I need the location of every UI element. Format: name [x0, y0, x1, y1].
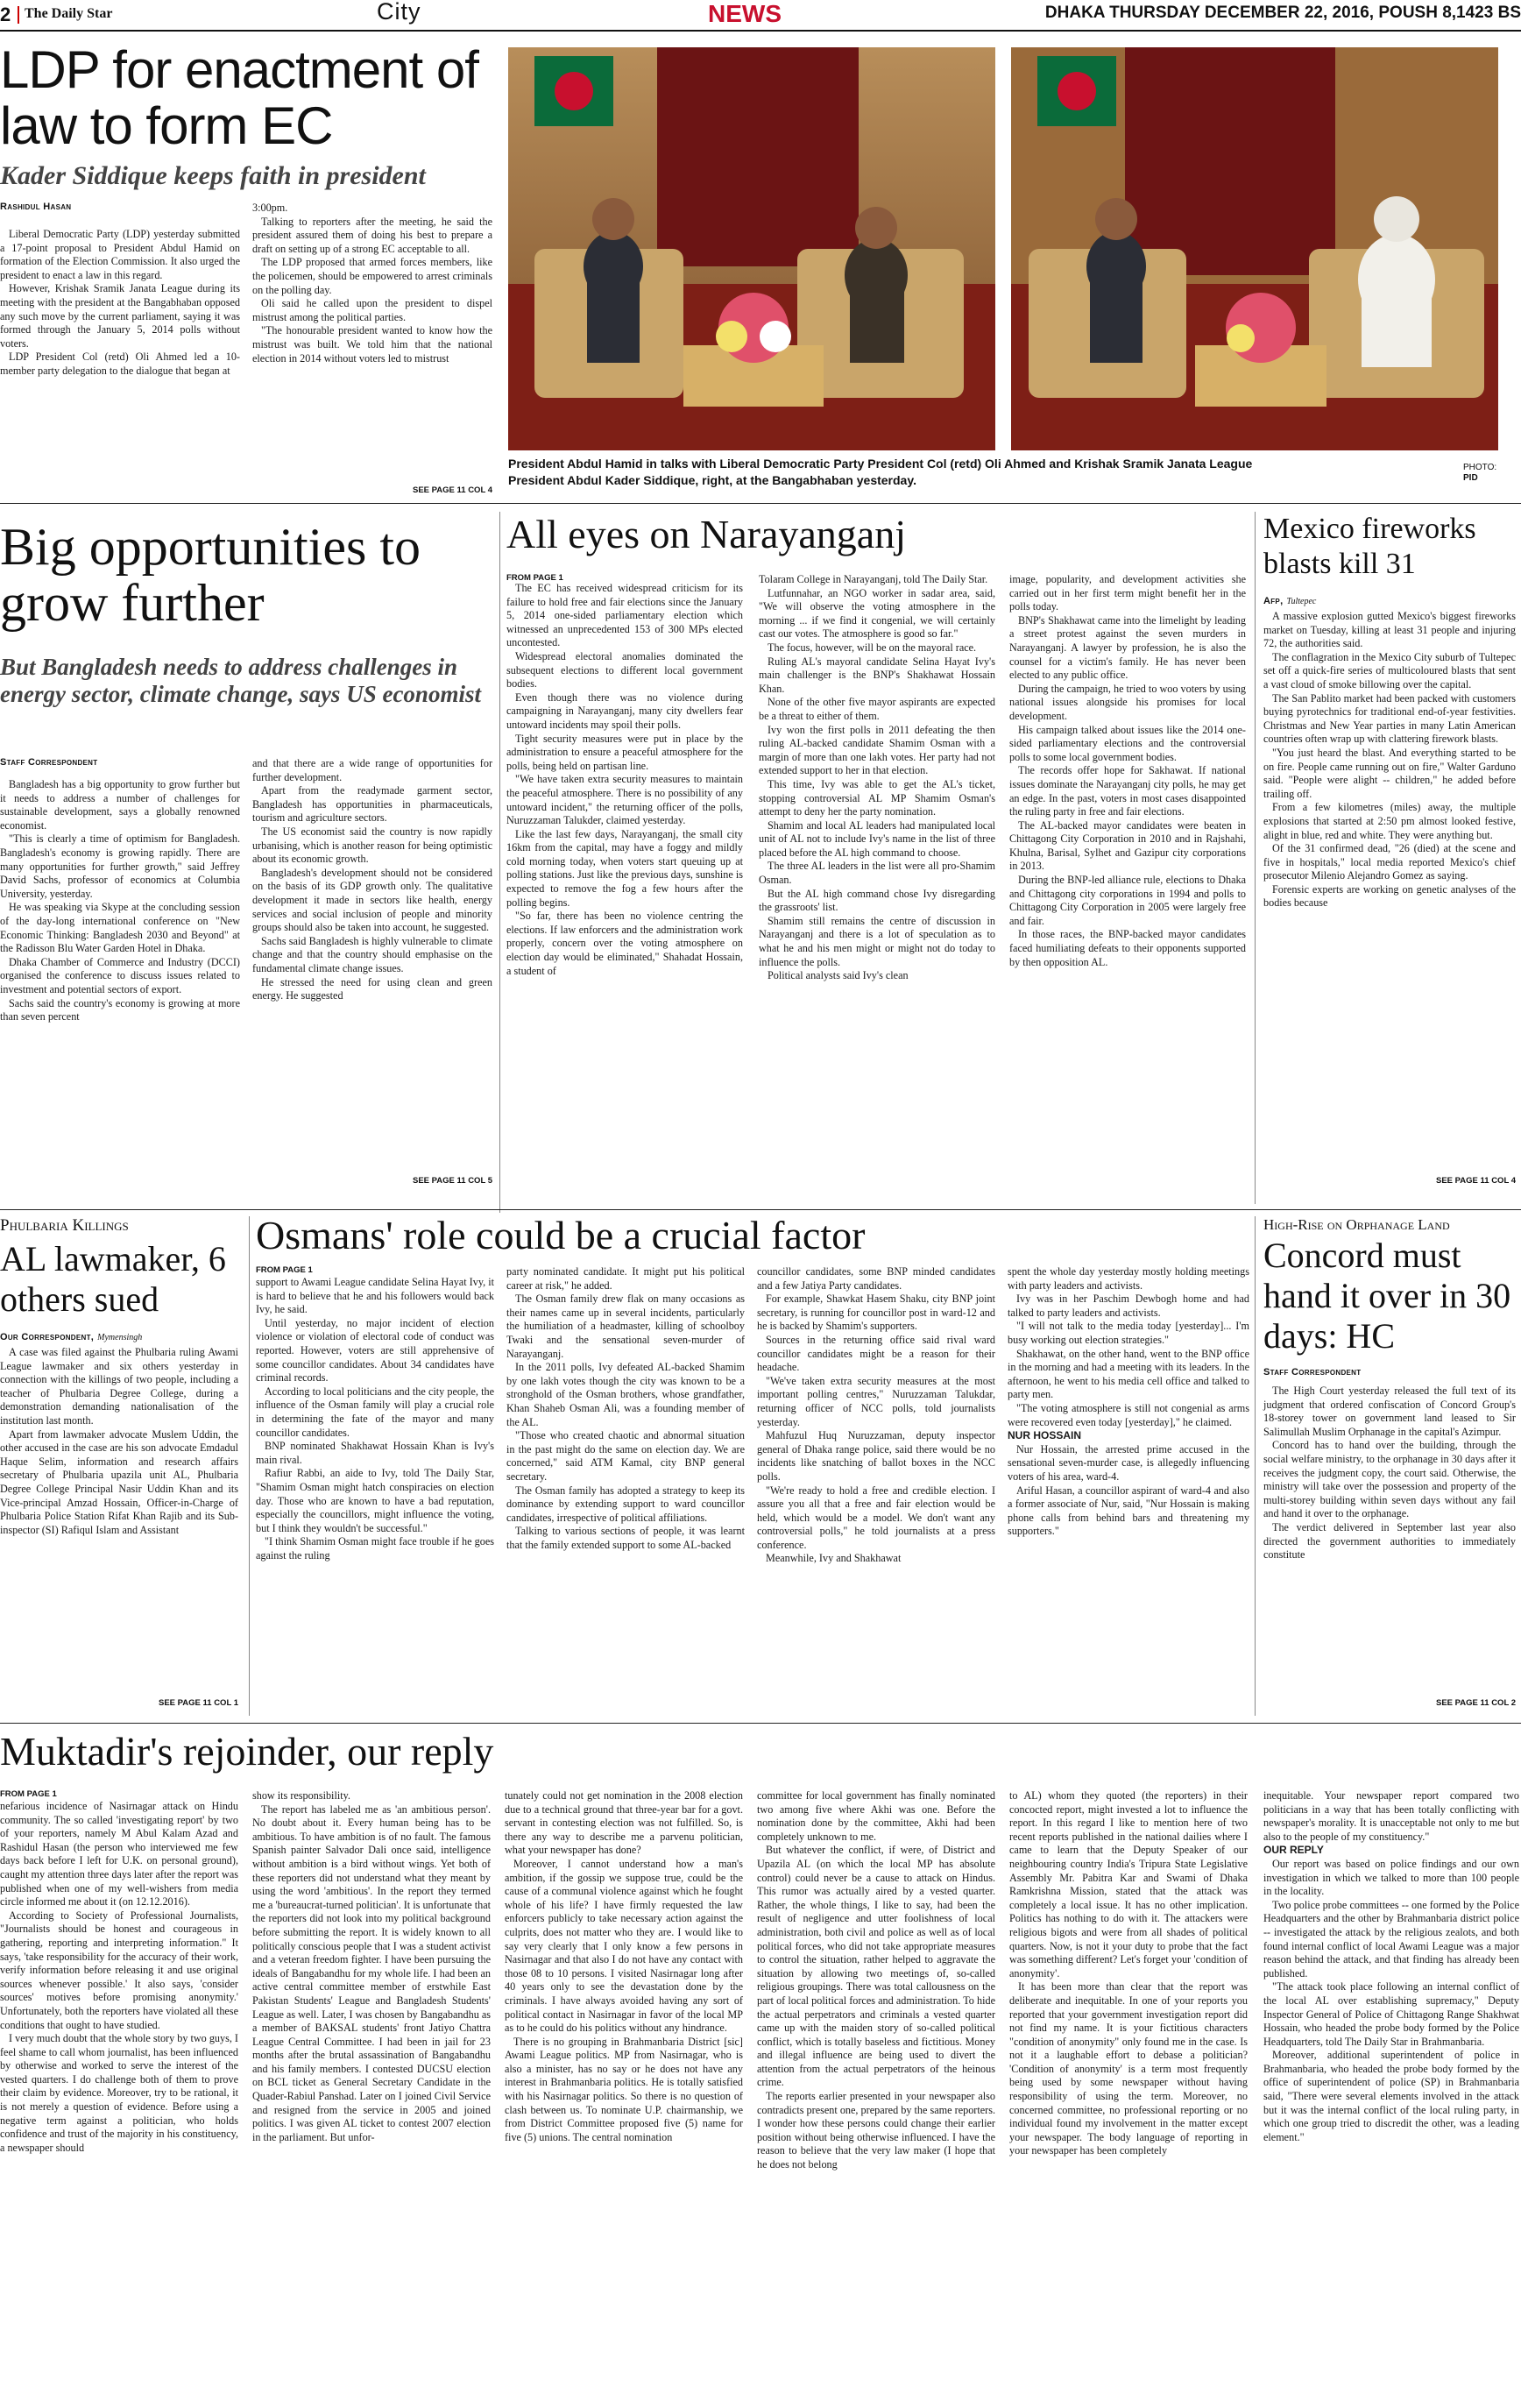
- jump-phulbaria: SEE PAGE 11 COL 1: [159, 1698, 238, 1708]
- photo-credit-name: PID: [1463, 473, 1478, 483]
- byline-dateline: Tultepec: [1286, 597, 1317, 606]
- paragraph: Of the 31 confirmed dead, "26 (died) at the scene and five in hospitals," local media reported Mexico's chief prosecutor Milenio Alejandro Gomez as saying.: [1263, 842, 1516, 882]
- concord-body: [1263, 1385, 1516, 1562]
- paragraph: 3:00pm.: [252, 202, 288, 214]
- paragraph: In those races, the BNP-backed mayor candidates faced humiliating defeats to their opponents supported by then opposition AL.: [1009, 928, 1246, 968]
- narayanganj-col2: [759, 573, 995, 983]
- paragraph: Concord has to hand over the building, through the social welfare ministry, to the orphanage in 30 days after it receives the judgment copy, the court said. Otherwise, the ministry will take over the possession and property of the multi-storey building within seven days without any fail and hand it over to the orphanage.: [1263, 1439, 1516, 1520]
- story-concord: [1263, 1216, 1521, 1716]
- paragraph: During the campaign, he tried to woo voters by using national issues alongside his promises for local development.: [1009, 682, 1246, 722]
- muktadir-col3: [505, 1789, 743, 2144]
- big-col2: [252, 757, 492, 1003]
- caption-line-2: President Abdul Kader Siddique, right, at the Bangabhaban yesterday.: [508, 473, 916, 487]
- paragraph: Sachs said Bangladesh is highly vulnerable to climate change and that the country should emphasise on the fundamental climate change issues.: [252, 934, 492, 974]
- paragraph: Moreover, additional superintendent of police in Brahmanbaria, who headed the probe body formed by the office of superintendent of police (SP) in Brahmanbaria said, "There were several elements involved in the attack but it was the internal conflict of the local ruling party, in which one group tried to discredit the other, was a leading element.": [1263, 2049, 1519, 2143]
- paragraph: Tight security measures were put in place by the administration to ensure a peaceful atmosphere for the polls, being held on partisan line.: [506, 732, 743, 772]
- paragraph: party nominated candidate. It might put his political career at risk," he added.: [506, 1265, 745, 1292]
- ldp-col2: [252, 202, 492, 365]
- paragraph: The LDP proposed that armed forces members, like the policemen, should be empowered to arrest criminals on the polling day.: [252, 256, 492, 296]
- photo-caption: [508, 456, 1437, 489]
- paragraph: The High Court yesterday released the full text of its judgment that ordered confiscation of Concord Group's 18-storey tower on government land leased to Sir Salimullah Muslim Orphanage in the capital's Azimpur.: [1263, 1385, 1516, 1438]
- paragraph: Mahfuzul Huq Nuruzzaman, deputy inspector general of Dhaka range police, said there would be no incidents like snatching of ballot boxes in the NCC polls.: [757, 1429, 995, 1483]
- paragraph: None of the other five mayor aspirants are expected be a threat to either of them.: [759, 696, 995, 722]
- paragraph: But whatever the conflict, if were, of District and Upazila AL (on which the local MP has absolute control) could never be a cause to attack on Hindus. This rumor was actually aired by a vested quarter. Rather, the whole things, I like to say, had been the result of negligence and utter foolishness of local administration, both civil and police as well as of local political forces, who did not take appropriate measures to control the situation, rather helped to aggravate the situation by allowing two meetings of, so-called religious groupings. There was total callousness on the part of local political forces and administration. To hide the actual perpetrators and criminals a vested quarter came up with the maiden story of so-called political conflict, which is totally baseless and fictitious. Money and illegal influence are being used to divert the attention from the actual perpetrators of the heinous crime.: [757, 1844, 995, 2089]
- paragraph: For example, Shawkat Hasem Shaku, city BNP joint secretary, is running for councillor post in ward-12 and he is backed by Shamim's supporters.: [757, 1293, 995, 1333]
- muktadir-col1: [0, 1800, 238, 2155]
- byline-phulbaria: [0, 1328, 142, 1344]
- paragraph: "I will not talk to the media today [yesterday]... I'm busy working out election strategies.": [1008, 1320, 1249, 1346]
- narayanganj-col1: [506, 582, 743, 978]
- big-col1: [0, 778, 240, 1024]
- paragraph: Sachs said the country's economy is growing at more than seven percent: [0, 996, 240, 1023]
- kicker-concord: High-Rise on Orphanage Land: [1263, 1216, 1450, 1233]
- paragraph: support to Awami League candidate Selina Hayat Ivy, it is hard to believe that he and his followers would back Ivy, he said.: [256, 1276, 494, 1316]
- muktadir-col6: [1263, 1789, 1519, 2144]
- paragraph: "We've taken extra security measures at the most important polling centres," Nuruzzaman Talukdar, returning officer of NCC polls, told journalists yesterday.: [757, 1374, 995, 1428]
- subhead-big: But Bangladesh needs to address challenges in energy sector, climate change, says US economist: [0, 654, 481, 707]
- paragraph: Our report was based on police findings and our own investigation in which we talked to more than 100 people in the locality.: [1263, 1857, 1519, 1898]
- col-divider: [249, 1216, 250, 1716]
- paper-name: The Daily Star: [25, 6, 113, 21]
- masthead-divider: [18, 6, 19, 24]
- col-divider: [499, 512, 500, 1213]
- headline-mexico: Mexico fireworks blasts kill 31: [1263, 513, 1476, 580]
- story-narayanganj: [506, 512, 1249, 1204]
- muktadir-col2: [252, 1789, 491, 2144]
- page-number: 2: [0, 4, 11, 25]
- jump-concord: SEE PAGE 11 COL 2: [1436, 1698, 1516, 1708]
- paragraph: Tolaram College in Narayanganj, told The Daily Star.: [759, 573, 988, 585]
- paragraph: inequitable. Your newspaper report compared two politicians in a way that has been totally conflicting with newspaper's morality. It is unacceptable not only to me but also to the people of my constituency.": [1263, 1789, 1519, 1843]
- row1-rule: [0, 503, 1521, 504]
- paragraph: Shamim and local AL leaders had manipulated local unit of AL not to include Ivy's name in the list of three placed before the AL high command to choose.: [759, 818, 995, 859]
- byline-dateline: Mymensingh: [97, 1333, 143, 1342]
- paragraph: Apart from lawmaker advocate Muslem Uddin, the other accused in the case are his son advocate Emdadul Haque Selim, information and research affairs secretary of Phulbaria upazila unit AL, Phulbaria Degree College Principal Nasir Uddin Khan and its Vice-principal Amzad Hossain, Officer-in-Charge of Phulbaria Police Station Rifat Khan Rajib and its Sub-inspector (SI) Rafiqul Islam and Assistant: [0, 1427, 238, 1536]
- paragraph: His campaign talked about issues like the 2014 one-sided parliamentary elections and the controversial polls to some local government bodies.: [1009, 723, 1246, 763]
- paragraph: Rafiur Rabbi, an aide to Ivy, told The Daily Star, "Shamim Osman might hatch conspiracies on election day. Those who are known to have a bad reputation, especially the councillors, might influence the voting, but I think they wouldn't be successful.": [256, 1467, 494, 1534]
- paragraph: The US economist said the country is now rapidly urbanising, which is another reason for being optimistic about its economic growth.: [252, 825, 492, 866]
- story-osmans: [256, 1213, 1255, 1721]
- paragraph: Lutfunnahar, an NGO worker in sadar area, said, "We will observe the voting atmosphere in the morning ... if we find it congenial, we will certainly cast our votes. The atmosphere is good so far.": [759, 586, 995, 641]
- paragraph: The focus, however, will be on the mayoral race.: [768, 641, 977, 654]
- osmans-col3: [757, 1265, 995, 1566]
- phulbaria-body: [0, 1346, 238, 1537]
- paragraph: "The attack took place following an internal conflict of the local AL over establishing supremacy," Deputy Inspector General of Police of Chittagong Range Shakhwat Hossain, who headed the probe body formed by the Police Headquarters, told The Daily Star in Brahmanbaria.: [1263, 1980, 1519, 2048]
- paragraph: Even though there was no violence during campaigning in Narayanganj, many city dwellers fear untoward incidents may spoil their polls.: [506, 691, 743, 731]
- paragraph: The Osman family has adopted a strategy to keep its dominance by extending support to ward councillor candidates, irrespective of political affiliations.: [506, 1484, 745, 1524]
- paragraph: The conflagration in the Mexico City suburb of Tultepec set off a quick-fire series of multicoloured blasts that sent a vast cloud of smoke billowing over the capital.: [1263, 650, 1516, 691]
- paragraph: Ivy was in her Paschim Dewbogh home and had talked to party leaders and activists.: [1008, 1293, 1249, 1319]
- paragraph: Shamim still remains the centre of discussion in Narayanganj and there is a lot of speculation as to what he and his men might or might not do today to influence the polls.: [759, 914, 995, 968]
- mexico-body: [1263, 610, 1516, 910]
- paragraph: This time, Ivy was able to get the AL's ticket, stopping controversial AL MP Shamim Osman's attempt to deny her the party nomination.: [759, 777, 995, 818]
- paragraph: BNP's Shakhawat came into the limelight by leading a street protest against the seven murders in Narayanganj. A lawyer by profession, he is also the counsel for a victim's family. He has never been elected to any public office.: [1009, 613, 1246, 682]
- byline-big: Staff Correspondent: [0, 757, 98, 768]
- byline-agency: Afp,: [1263, 596, 1284, 606]
- paragraph: There is no grouping in Brahmanbaria District [sic] Awami League politics. MP from Nasirnagar, who is also a minister, has no say or he does not have any interest in Brahmanbaria politics. He is totally satisfied with his Nasirnagar politics. So there is no question of clash between us. To nominate U.P. chairmanship, we from District Committee proposed five (5) name for five (5) unions. The central nomination: [505, 2035, 743, 2143]
- paragraph: I very much doubt that the whole story by two guys, I feel shame to call whom journalist, has been influenced by otherwise and worked to serve the interest of the vested quarters. I do challenge both of them to prove their claim by evidence. Moreover, try to be rational, it is not merely a question of evidence. Before using a negative term against a politician, who holds confidence and trust of the majority in his constituency, a newspaper should: [0, 2032, 238, 2154]
- section-name: City: [377, 0, 421, 25]
- paragraph: image, popularity, and development activities she carried out in her first term might benefit her in the polls today.: [1009, 573, 1246, 613]
- headline-phulbaria: AL lawmaker, 6 others sued: [0, 1239, 226, 1319]
- paragraph: However, Krishak Sramik Janata League during its meeting with the president at the Bangabhaban opposed any such move by the current parliament, saying it was formed through the January 5, 2014 polls without voters.: [0, 282, 240, 350]
- paragraph: In the 2011 polls, Ivy defeated AL-backed Shamim by one lakh votes though the city was known to be a stronghold of the Osman brothers, whose grandfather, Khan Shaheb Osman Ali, was a founding member of the AL.: [506, 1361, 745, 1428]
- paragraph: Forensic experts are working on genetic analyses of the bodies because: [1263, 882, 1516, 910]
- paragraph: Oli said he called upon the president to dispel mistrust among the political parties.: [252, 297, 492, 323]
- headline-ldp: LDP for enactment of law to form EC: [0, 40, 478, 155]
- paragraph: BNP nominated Shakhawat Hossain Khan is Ivy's main rival.: [256, 1440, 494, 1466]
- subhead-ldp: Kader Siddique keeps faith in president: [0, 161, 426, 190]
- paragraph: "The voting atmosphere is still not congenial as arms were recovered even today [yesterday]," he claimed.: [1008, 1401, 1249, 1428]
- paragraph: "You just heard the blast. And everything started to be on fire. People came running out on fire," Walter Garduno said. "People were alight -- children," he added before trailing off.: [1263, 746, 1516, 800]
- paragraph: Talking to various sections of people, it was learnt that the family extended support to some AL-backed: [506, 1525, 745, 1551]
- paragraph: Two police probe committees -- one formed by the Police Headquarters and the other by Brahmanbaria district police -- investigated the attack by the religious zealots, and both found internal conflict of local Awami League was a major reason behind the attack, and that finding has already been published.: [1263, 1898, 1519, 1980]
- paragraph: Ariful Hasan, a councillor aspirant of ward-4 and also a former associate of Nur, said, "Nur Hossain is making phone calls from behind bars and threatening my supporters.": [1008, 1484, 1249, 1538]
- paragraph: Ruling AL's mayoral candidate Selina Hayat Ivy's main challenger is the BNP's Shakhawat Hossain Khan.: [759, 655, 995, 695]
- story-muktadir: [0, 1728, 1521, 2408]
- story-big: [0, 512, 491, 1186]
- paragraph: Ivy won the first polls in 2011 defeating the then ruling AL-backed candidate Shamim Osman with a margin of more than one lakh votes. Her party had not extended support to her in that election.: [759, 723, 995, 777]
- paragraph: The Osman family drew flak on many occasions as their names came up in several incidents, particularly the humiliation of a headmaster, killing of schoolboy Twaki and the sensational seven-murder of Narayanganj.: [506, 1293, 745, 1360]
- paragraph: Nur Hossain, the arrested prime accused in the sensational seven-murder case, is allegedly influencing voters of his area, ward-4.: [1008, 1442, 1249, 1483]
- masthead-rule: [0, 30, 1521, 32]
- jump-big: SEE PAGE 11 COL 5: [413, 1176, 492, 1186]
- dateline: DHAKA THURSDAY DECEMBER 22, 2016, POUSH 8,1423 BS: [1044, 4, 1521, 22]
- paragraph: Dhaka Chamber of Commerce and Industry (DCCI) organised the conference to discuss issues related to investment and potential sectors of export.: [0, 955, 240, 995]
- paragraph: The verdict delivered in September last year also directed the government authorities to immediately constitute: [1263, 1520, 1516, 1562]
- paragraph: The three AL leaders in the list were all pro-Shamim Osman.: [759, 860, 995, 887]
- paragraph: "We're ready to hold a free and credible election. I assure you all that a free and fair election would be held, which would be a model. We don't want any controversial polls," he told journalists at a press conference.: [757, 1484, 995, 1551]
- headline-concord: Concord must hand it over in 30 days: HC: [1263, 1236, 1511, 1356]
- paragraph: Shakhawat, on the other hand, went to the BNP office in the morning and had a meeting with its leaders. In the afternoon, he went to his media cell office and talked to party men.: [1008, 1347, 1249, 1401]
- paragraph: Widespread electoral anomalies dominated the subsequent elections to different local government bodies.: [506, 649, 743, 691]
- byline-ldp: Rashidul Hasan: [0, 202, 72, 212]
- paragraph: But the AL high command chose Ivy disregarding the grassroots' list.: [759, 887, 995, 914]
- paragraph: Moreover, I cannot understand how a man's ambition, if the gossip we suppose true, could be the cause of a communal violence against which he fought whole of his life? I have firmly requested the law enforcers publicly to take necessary action against the culprits, does not matter who they are. I would like to say very clearly that I only know a few persons in Nasirnagar and that also I do not have any contact with those 08 to 10 persons. I visited Nasirnagar long after 40 years only to see the devastation done by the criminals. I have always avoided having any sort of political contact in Nasirnagar in favor of the local MP as to he could do his politics without any hindrance.: [505, 1857, 743, 2035]
- paragraph: committee for local government has finally nominated two among five where Akhi was one. Before the nomination done by the committee, Akhi had been completely unknown to me.: [757, 1789, 995, 1843]
- paragraph: show its responsibility.: [252, 1789, 350, 1802]
- subhead-nur-hossain: NUR HOSSAIN: [1008, 1429, 1082, 1442]
- osmans-col4: [1008, 1265, 1249, 1539]
- jump-ldp: SEE PAGE 11 COL 4: [413, 485, 492, 495]
- osmans-col1: [256, 1276, 494, 1562]
- byline-concord: Staff Correspondent: [1263, 1367, 1362, 1378]
- byline-mexico: [1263, 592, 1316, 608]
- paragraph: During the BNP-led alliance rule, elections to Dhaka and Chittagong city corporations in 1994 and polls to Chittagong City Corporation in 2005 were largely free and fair.: [1009, 874, 1246, 927]
- paragraph: The reports earlier presented in your newspaper also contradicts present one, prepared by the same reporters. I wonder how these persons could change their earlier position without being otherwise influenced. I have the reason to believe that the very law maker (I hope that he does not belong: [757, 2090, 995, 2171]
- narayanganj-col3: [1009, 573, 1246, 969]
- kicker-phulbaria: Phulbaria Killings: [0, 1216, 129, 1235]
- paragraph: Sources in the returning office said rival ward councillor candidates might be a reason for their headache.: [757, 1333, 995, 1374]
- from-page-osmans: FROM PAGE 1: [256, 1265, 313, 1275]
- osmans-col2: [506, 1265, 745, 1552]
- paragraph: Meanwhile, Ivy and Shakhawat: [766, 1552, 902, 1565]
- paragraph: From a few kilometres (miles) away, the multiple explosions that started at 2:50 pm almost looked festive, alight in blue, red and white. They were anything but.: [1263, 801, 1516, 841]
- paragraph: "So far, there has been no violence centring the elections. If law enforcers and the administration work properly, concern over the voting atmosphere on election day would be eliminated," Shahadat Hossain, a student of: [506, 910, 743, 977]
- byline-reporter: Our Correspondent,: [0, 1332, 95, 1342]
- muktadir-col4: [757, 1789, 995, 2172]
- paragraph: "I think Shamim Osman might face trouble if he goes against the ruling: [256, 1535, 494, 1562]
- paragraph: "This is clearly a time of optimism for Bangladesh. Bangladesh's economy is growing rapidly. There are many opportunities for further growth," said Jeffrey David Sachs, professor of economics at Columbia University, yesterday.: [0, 832, 240, 900]
- paragraph: "We have taken extra security measures to maintain the peaceful atmosphere. There is no possibility of any untoward incident," the returning officer of the polls, Nuruzzaman Talukder, claimed yesterday.: [506, 773, 743, 827]
- caption-line-1: President Abdul Hamid in talks with Liberal Democratic Party President Col (retd) Oli Ahmed and Krishak Sramik Janata League: [508, 457, 1253, 471]
- muktadir-col5: [1009, 1789, 1248, 2158]
- photo-credit: [1463, 463, 1496, 484]
- paragraph: The San Pablito market had been packed with customers buying pyrotechnics for traditional end-of-year festivities. Christmas and New Year parties in many Latin American countries often wrap up with clattering firework blasts.: [1263, 691, 1516, 746]
- paragraph: spent the whole day yesterday mostly holding meetings with party leaders and activists.: [1008, 1265, 1249, 1292]
- photo-president-kader: [1011, 47, 1498, 450]
- paragraph: Like the last few days, Narayanganj, the small city 16km from the capital, may have a foggy and mildly cold morning today, when voters start queuing up at polling stations. Just like the previous days, sunshine is expected to remove the fog a few hours after the polling begins.: [506, 827, 743, 909]
- from-page-narayanganj: FROM PAGE 1: [506, 573, 563, 583]
- ldp-col1: [0, 228, 240, 379]
- from-page-muktadir: FROM PAGE 1: [0, 1789, 57, 1799]
- paragraph: He stressed the need for using clean and green energy. He suggested: [252, 975, 492, 1002]
- jump-mexico: SEE PAGE 11 COL 4: [1436, 1176, 1516, 1186]
- headline-narayanganj: All eyes on Narayanganj: [506, 512, 907, 556]
- row3-rule: [0, 1723, 1521, 1724]
- paragraph: A case was filed against the Phulbaria ruling Awami League lawmaker and six others yesterday in connection with the killings of two people, including a teacher of Phulbaria Degree College, during a demonstration demanding nationalisation of the institution last month.: [0, 1346, 238, 1427]
- paragraph: According to local politicians and the city people, the influence of the Osman family will play a crucial role in determining the fate of the mayor and many councillor candidates.: [256, 1385, 494, 1439]
- paragraph: He was speaking via Skype at the concluding session of the day-long international conference on "New Economic Thinking: Bangladesh 2030 and Beyond" at the Radisson Blu Water Garden Hotel in Dhaka.: [0, 901, 240, 955]
- paragraph: to AL) whom they quoted (the reporters) in their concocted report, might invested a lot to influence the report. In this regard I like to mention here of two recent reports published in the national dailies where I came to learn that the Deputy Speaker of our neighbouring country India's Tripura State Legislative Assembly Mr. Pabitra Kar and Swami of Dhaka Ramkrishna Mission, stated that the attack was completely a local issue. It has no other implication. Politics has nothing to do with it. The attackers were religious bigots and were from all shades of political quarters. Now, is not it your duty to probe that the fact was something different? Let's forget your 'condition of anonymity'.: [1009, 1789, 1248, 1980]
- col-divider: [1255, 1216, 1256, 1716]
- photo-president-oli: [508, 47, 995, 450]
- paragraph: Bangladesh has a big opportunity to grow further but it needs to address a number of challenges for sustainable development, says a globally renowned economist.: [0, 778, 240, 832]
- paragraph: "The honourable president wanted to know how the mistrust was built. We told him that the national election in 2014 without voters led to mistrust: [252, 324, 492, 365]
- paragraph: "Those who created chaotic and abnormal situation in the past might do the same on election day. We are concerned," said ATM Kamal, city BNP general secretary.: [506, 1429, 745, 1483]
- row2-rule: [0, 1209, 1521, 1210]
- headline-muktadir: Muktadir's rejoinder, our reply: [0, 1729, 494, 1774]
- paragraph: tunately could not get nomination in the 2008 election due to a technical ground that three-year bar for a govt. servant in contesting election was not fulfilled. So, is there any way to describe me a parvenu politician, what your newspaper has done?: [505, 1789, 743, 1857]
- paragraph: The AL-backed mayor candidates were beaten in Chittagong City Corporation in 2010 and in Rajshahi, Khulna, Barisal, Sylhet and Gazipur city corporations in 2013.: [1009, 818, 1246, 873]
- paragraph: A massive explosion gutted Mexico's biggest fireworks market on Tuesday, killing at least 31 people and injuring 72, the authorities said.: [1263, 610, 1516, 650]
- paragraph: councillor candidates, some BNP minded candidates and a few Jatiya Party candidates.: [757, 1265, 995, 1292]
- paragraph: It has been more than clear that the report was deliberate and inequitable. In one of your reports you reported that your government investigation report did not find my name. It is your fictitious characters "condition of anonymity" only found me in the case. Is not it a laughable effort to debase a politician? 'Condition of anonymity' is a term most frequently being used by some newspaper without having responsibility of using the term. Moreover, no concerned committee, no professional reporting or no individual found my involvement in the matter except your newspaper. The body language of reporting in your newspaper has been completely: [1009, 1980, 1248, 2157]
- paragraph: Political analysts said Ivy's clean: [768, 969, 909, 982]
- story-mexico: [1263, 512, 1521, 1195]
- paragraph: Apart from the readymade garment sector, Bangladesh has opportunities in pharmaceuticals, tourism and agriculture sectors.: [252, 784, 492, 825]
- paragraph: nefarious incidence of Nasirnagar attack on Hindu community. The so called 'investigating report' by two of your reporters, namely M Abul Kalam Azad and Rashidul Hasan (the person who interviewed me few days back before I left for U.K. on personal ground), caught my attention three days later after the report was published when one of my well-wishers from media circle informed me about it (on 12.12.2016).: [0, 1800, 238, 1909]
- paragraph: and that there are a wide range of opportunities for further development.: [252, 757, 492, 783]
- paragraph: The records offer hope for Sakhawat. If national issues dominate the Narayanganj city polls, he may get an edge. In the past, voters in most cases disappointed the ruling party in free and fair elections.: [1009, 764, 1246, 818]
- paragraph: Bangladesh's development should not be considered on the basis of its GDP growth only. The qualitative development it made in sectors like health, energy services and social inclusion of people and minority groups should also be taken into account, he suggested.: [252, 866, 492, 934]
- paragraph: Liberal Democratic Party (LDP) yesterday submitted a 17-point proposal to President Abdul Hamid on formation of the Election Commission. It also urged the president to enact a law in this regard.: [0, 228, 240, 281]
- paragraph: According to Society of Professional Journalists, "Journalists should be honest and courageous in gathering, reporting and interpreting information." It says, 'take responsibility for the accuracy of their work, verify information before releasing it and use original sources whenever possible.' It also says, 'consider sources' motives before promising anonymity.' Unfortunately, both the reporters have violated all these conditions that ought to have studied.: [0, 1909, 238, 2031]
- col-divider: [1255, 512, 1256, 1204]
- headline-osmans: Osmans' role could be a crucial factor: [256, 1213, 866, 1257]
- subhead-our-reply: OUR REPLY: [1263, 1844, 1324, 1857]
- paragraph: The report has labeled me as 'an ambitious person'. No doubt about it. Every human being has to be ambitious. To have ambition is of no fault. The famous Spanish painter Salvador Dali once said, intelligence without ambition is a bird without wings. Yet both of these reporters did not understand what they meant by using the word 'ambitious'. In the report they termed me a 'bureaucrat-turned politician'. It is unfortunate that the reporters did not look into my political background before submitting the report. It is widely known to all politically conscious people that I was a student activist and a veteran freedom fighter. I have been pursuing the ideals of Bangabandhu for my whole life. I had been an active central committee member of erstwhile East Pakistan Students' League and Bangladesh Students' League as well. Later, I was chosen by Bangabandhu as a member of BAKSAL students' front Jatiyo Chattra League Central Committee. I had been in jail for 23 months after the brutal assassination of Bangabandhu and his family members. I contested DUCSU election on BCL ticket as General Secretary Candidate in the Quader-Rabiul Panshad. Later on I joined Civil Service and resigned from the service in 2005 and joined politics. I was given AL ticket to contest 2007 election in the parliament. But unfor-: [252, 1802, 491, 2143]
- photo-label: PHOTO:: [1463, 463, 1497, 472]
- paragraph: Until yesterday, no major incident of election violence or violation of electoral code of conduct was reported. However, voters are still apprehensive of some councillor candidates. About 34 candidates have criminal records.: [256, 1316, 494, 1385]
- masthead: [0, 0, 1521, 30]
- paragraph: Talking to reporters after the meeting, he said the president assured them of doing his best to prepare a draft on setting up of a strong EC acceptable to all.: [252, 215, 492, 255]
- paragraph: The EC has received widespread criticism for its failure to hold free and fair elections since the January 5, 2014 one-sided parliamentary election which witnessed an unprecedented 153 of 300 MPs elected uncontested.: [506, 582, 743, 649]
- section-tag: NEWS: [708, 0, 782, 27]
- paragraph: LDP President Col (retd) Oli Ahmed led a 10-member party delegation to the dialogue that began at: [0, 351, 240, 377]
- story-ldp: [0, 42, 499, 498]
- headline-big: Big opportunities to grow further: [0, 518, 421, 632]
- story-phulbaria: [0, 1216, 242, 1716]
